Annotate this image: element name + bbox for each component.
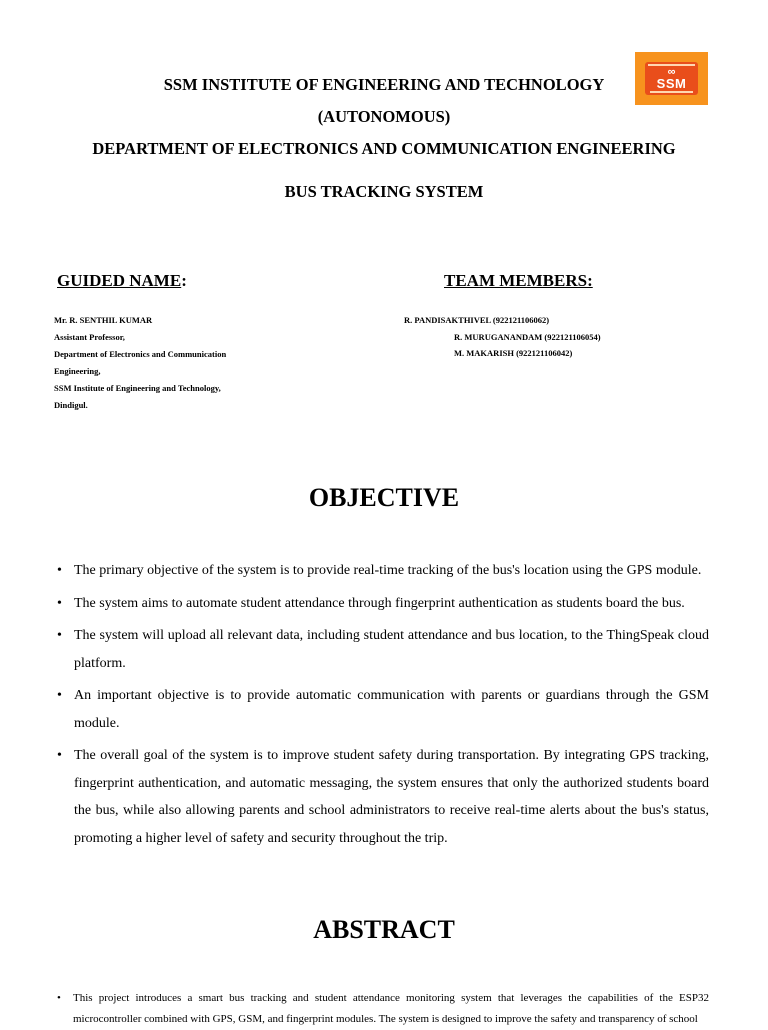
guide-line-role: Assistant Professor, [54, 332, 125, 342]
guide-heading-colon: : [181, 271, 187, 290]
objective-heading: OBJECTIVE [308, 483, 460, 512]
team-member-2: R. MURUGANANDAM (922121106054) [454, 332, 601, 342]
institute-name: SSM INSTITUTE OF ENGINEERING AND TECHNOLOGY [163, 75, 605, 94]
abstract-heading: ABSTRACT [313, 915, 455, 944]
autonomous-label: (AUTONOMOUS) [317, 107, 451, 126]
objective-item-5: • The overall goal of the system is to improve student safety during transportation. By integrating GPS tracking, fingerprint authentication, and automatic messaging, the system ensures that only the authorized students board the bus, while also allowing parents and school administrators to receive real-time alerts about the bus's status, promoting a higher level of safety and security throughout the trip. [56, 742, 709, 852]
department-name: DEPARTMENT OF ELECTRONICS AND COMMUNICATION ENGINEERING [92, 139, 676, 158]
guide-heading-wrap [57, 271, 187, 291]
logo-badge [645, 62, 698, 95]
guide-details [54, 312, 226, 414]
infinity-icon: ∞ [667, 66, 676, 78]
objective-item-2: • The system aims to automate student attendance through fingerprint authentication as students board the bus. [56, 590, 709, 618]
objective-list [56, 557, 709, 857]
guide-line-institute: SSM Institute of Engineering and Technology, [54, 383, 221, 393]
guide-heading: GUIDED NAME [57, 271, 182, 290]
ssm-logo [635, 52, 708, 105]
logo-bottom-band [650, 91, 693, 93]
guide-line-name: Mr. R. SENTHIL KUMAR [54, 315, 153, 325]
objective-item-4: • An important objective is to provide automatic communication with parents or guardians through the GSM module. [56, 682, 709, 737]
project-title: BUS TRACKING SYSTEM [284, 182, 484, 201]
team-heading: TEAM MEMBERS: [444, 271, 593, 290]
abstract-item-1: • This project introduces a smart bus tracking and student attendance monitoring system that leverages the capabilities of the ESP32 microcontroller combined with GPS, GSM, and fingerprint modules. The system is designed to improve the safety and transparency of school [56, 988, 709, 1030]
guide-line-city: Dindigul. [54, 400, 88, 410]
logo-text: SSM [656, 76, 687, 91]
team-member-3: M. MAKARISH (922121106042) [454, 348, 573, 358]
guide-line-dept: Department of Electronics and Communication [54, 349, 227, 359]
objective-item-1: • The primary objective of the system is to provide real-time tracking of the bus's location using the GPS module. [56, 557, 709, 585]
team-member-1: R. PANDISAKTHIVEL (922121106062) [404, 315, 550, 325]
guide-line-dept-cont: Engineering, [54, 366, 101, 376]
objective-item-3: • The system will upload all relevant data, including student attendance and bus location, to the ThingSpeak cloud platform. [56, 622, 709, 677]
